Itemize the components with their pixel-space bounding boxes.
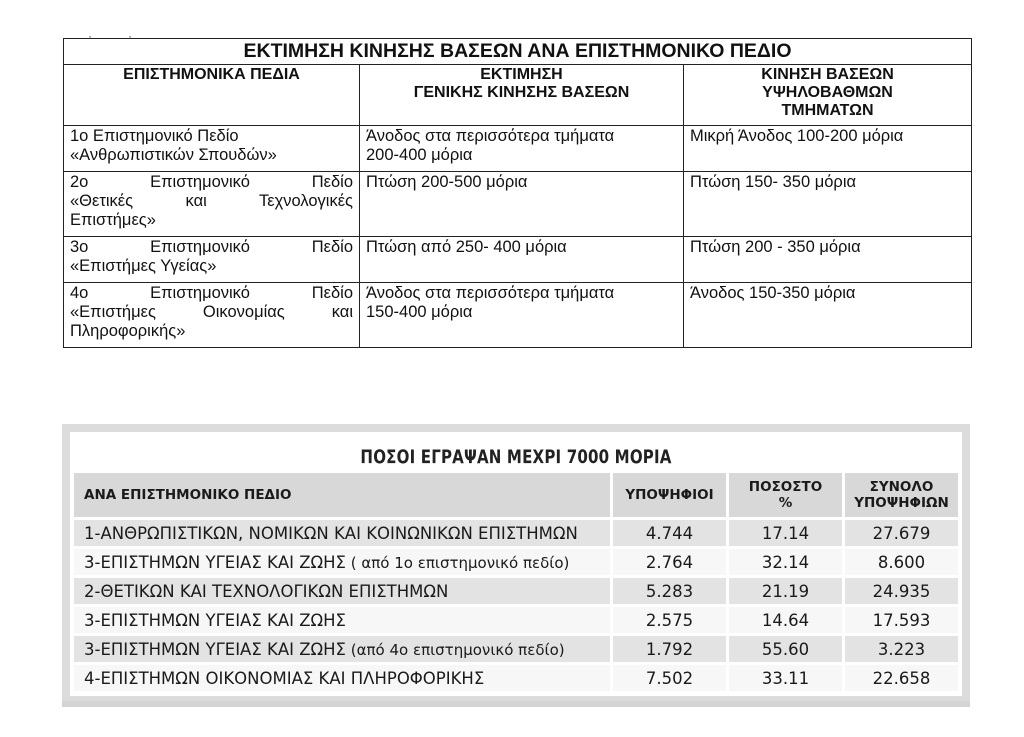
count-table-title: ΠΟΣΟΙ ΕΓΡΑΨΑΝ ΜΕΧΡΙ 7000 ΜΟΡΙΑ: [360, 446, 672, 468]
header-high-line1: ΚΙΝΗΣΗ ΒΑΣΕΩΝ: [761, 66, 894, 83]
general-line: Πτώση από 250- 400 μόρια: [366, 238, 567, 256]
general-line: Άνοδος στα περισσότερα τμήματα: [366, 284, 615, 302]
field-line: 2ο Επιστημονικό Πεδίο: [70, 173, 353, 191]
header-high: [684, 65, 972, 126]
field-name: 4-ΕΠΙΣΤΗΜΩΝ ΟΙΚΟΝΟΜΙΑΣ ΚΑΙ ΠΛΗΡΟΦΟΡΙΚΗΣ: [84, 668, 485, 688]
candidates-cell: 4.744: [610, 520, 726, 546]
table-row: [64, 126, 972, 172]
candidates-cell: 7.502: [610, 665, 726, 691]
header-general-line2: ΓΕΝΙΚΗΣ ΚΙΝΗΣΗΣ ΒΑΣΕΩΝ: [413, 84, 630, 101]
stray-marks: ··: [88, 29, 168, 43]
header-field: [64, 65, 360, 126]
field-line: 3ο Επιστημονικό Πεδίο: [70, 238, 353, 256]
percent-cell: 55.60: [726, 636, 842, 662]
table-row: [64, 237, 972, 283]
field-note: (από 4ο επιστημονικό πεδίο): [345, 640, 565, 659]
general-cell: [360, 126, 684, 172]
header-general: [360, 65, 684, 126]
field-name: 3-ΕΠΙΣΤΗΜΩΝ ΥΓΕΙΑΣ ΚΑΙ ΖΩΗΣ: [84, 552, 346, 572]
header-total-line2: ΥΠΟΨΗΦΙΩΝ: [854, 495, 949, 511]
percent-cell: 21.19: [726, 578, 842, 604]
field-note: ( από 1ο επιστημονικό πεδίο): [345, 553, 570, 572]
table-row: [74, 578, 958, 604]
field-cell: [64, 237, 360, 283]
field-line: «Ανθρωπιστικών Σπουδών»: [70, 146, 277, 164]
table-row: [74, 636, 958, 662]
table-row: [74, 607, 958, 633]
field-line: 1ο Επιστημονικό Πεδίο: [70, 127, 239, 145]
header-percent-line2: %: [778, 495, 793, 511]
total-cell: 22.658: [842, 665, 958, 691]
field-cell: [64, 172, 360, 237]
general-cell: [360, 172, 684, 237]
high-cell: [684, 283, 972, 348]
header-total: [842, 473, 958, 517]
header-general-line1: ΕΚΤΙΜΗΣΗ: [480, 66, 563, 83]
header-field-text: ΕΠΙΣΤΗΜΟΝΙΚΑ ΠΕΔΙΑ: [123, 66, 300, 83]
general-line: 200-400 μόρια: [366, 146, 473, 164]
field-name-cell: [74, 665, 610, 691]
count-table-header-row: [74, 473, 958, 517]
count-table-panel: [62, 424, 970, 707]
field-line: «Θετικές και Τεχνολογικές: [70, 192, 353, 210]
count-table-inner: [70, 432, 962, 696]
percent-cell: 33.11: [726, 665, 842, 691]
total-cell: 8.600: [842, 549, 958, 575]
field-line: 4ο Επιστημονικό Πεδίο: [70, 284, 353, 302]
field-name: 1-ΑΝΘΡΩΠΙΣΤΙΚΩΝ, ΝΟΜΙΚΩΝ ΚΑΙ ΚΟΙΝΩΝΙΚΩΝ ΕΠΙΣΤΗΜΩΝ: [84, 523, 578, 543]
field-line: «Επιστήμες Υγείας»: [70, 257, 217, 275]
percent-cell: 14.64: [726, 607, 842, 633]
table-row: [74, 665, 958, 691]
high-cell: [684, 172, 972, 237]
header-by-field: ΑΝΑ ΕΠΙΣΤΗΜΟΝΙΚΟ ΠΕΔΙΟ: [74, 473, 610, 517]
field-cell: [64, 283, 360, 348]
field-cell: [64, 126, 360, 172]
general-cell: [360, 237, 684, 283]
field-name: 3-ΕΠΙΣΤΗΜΩΝ ΥΓΕΙΑΣ ΚΑΙ ΖΩΗΣ: [84, 639, 346, 659]
high-line: Πτώση 150- 350 μόρια: [690, 173, 857, 191]
general-cell: [360, 283, 684, 348]
field-name-cell: [74, 636, 610, 662]
table-row: [74, 520, 958, 546]
table-row: [64, 283, 972, 348]
table-row: [64, 172, 972, 237]
field-line: «Επιστήμες Οικονομίας και: [70, 303, 353, 321]
candidates-cell: 2.575: [610, 607, 726, 633]
high-cell: [684, 237, 972, 283]
header-total-line1: ΣΥΝΟΛΟ: [869, 479, 934, 495]
high-line: Μικρή Άνοδος 100-200 μόρια: [690, 127, 904, 145]
total-cell: 3.223: [842, 636, 958, 662]
header-high-line2: ΥΨΗΛΟΒΑΘΜΩΝ: [762, 84, 893, 101]
total-cell: 27.679: [842, 520, 958, 546]
high-line: Άνοδος 150-350 μόρια: [690, 284, 856, 302]
percent-cell: 17.14: [726, 520, 842, 546]
field-name-cell: [74, 578, 610, 604]
estimate-table: [63, 38, 972, 348]
candidates-cell: 5.283: [610, 578, 726, 604]
count-table: [74, 470, 958, 694]
field-name: 2-ΘΕΤΙΚΩΝ ΚΑΙ ΤΕΧΝΟΛΟΓΙΚΩΝ ΕΠΙΣΤΗΜΩΝ: [84, 581, 449, 601]
estimate-table-title-row: [64, 39, 972, 65]
total-cell: 17.593: [842, 607, 958, 633]
high-line: Πτώση 200 - 350 μόρια: [690, 238, 861, 256]
header-high-line3: ΤΜΗΜΑΤΩΝ: [781, 102, 874, 119]
field-name-cell: [74, 607, 610, 633]
header-candidates: ΥΠΟΨΗΦΙΟΙ: [610, 473, 726, 517]
estimate-table-header-row: [64, 65, 972, 126]
percent-cell: 32.14: [726, 549, 842, 575]
high-cell: [684, 126, 972, 172]
field-line: Πληροφορικής»: [70, 322, 186, 340]
field-name: 3-ΕΠΙΣΤΗΜΩΝ ΥΓΕΙΑΣ ΚΑΙ ΖΩΗΣ: [84, 610, 346, 630]
estimate-table-title: ΕΚΤΙΜΗΣΗ ΚΙΝΗΣΗΣ ΒΑΣΕΩΝ ΑΝΑ ΕΠΙΣΤΗΜΟΝΙΚΟ ΠΕΔΙΟ: [64, 39, 972, 65]
field-line: Επιστήμες»: [70, 211, 156, 229]
general-line: Άνοδος στα περισσότερα τμήματα: [366, 127, 615, 145]
header-percent: [726, 473, 842, 517]
field-name-cell: [74, 520, 610, 546]
candidates-cell: 2.764: [610, 549, 726, 575]
header-percent-line1: ΠΟΣΟΣΤΟ: [748, 479, 823, 495]
candidates-cell: 1.792: [610, 636, 726, 662]
total-cell: 24.935: [842, 578, 958, 604]
table-row: [74, 549, 958, 575]
field-name-cell: [74, 549, 610, 575]
general-line: 150-400 μόρια: [366, 303, 473, 321]
general-line: Πτώση 200-500 μόρια: [366, 173, 528, 191]
